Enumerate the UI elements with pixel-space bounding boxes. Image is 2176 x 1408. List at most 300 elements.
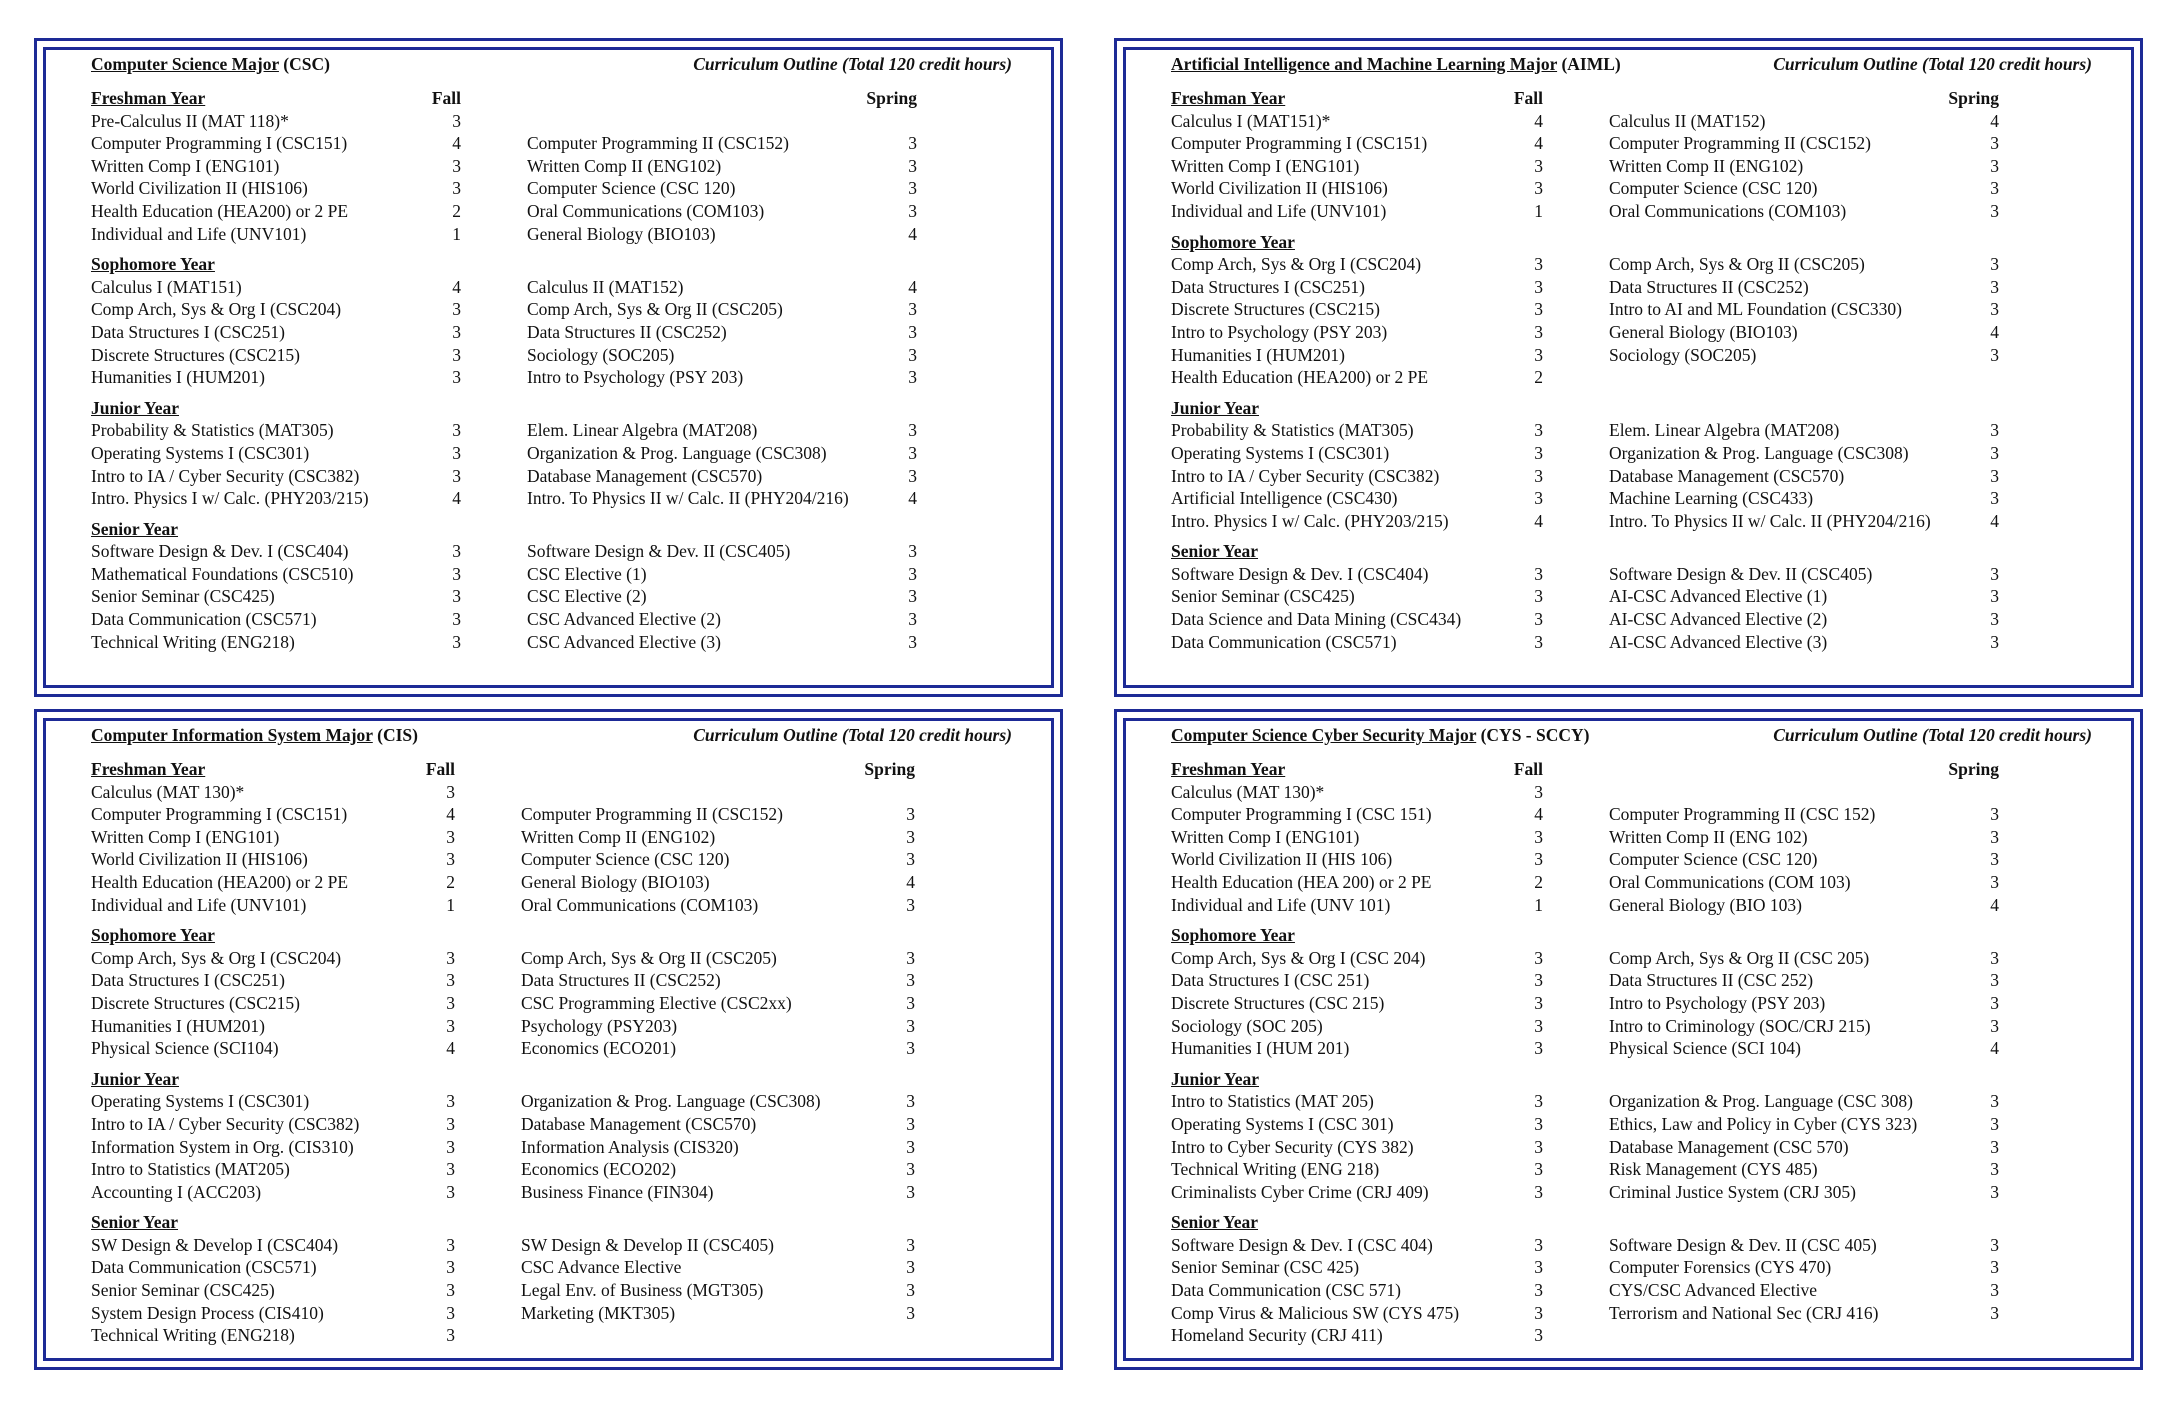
curriculum-outline-label: Curriculum Outline (Total 120 credit hours) [693, 725, 1012, 745]
spring-course: Terrorism and National Sec (CRJ 416) [1609, 1302, 1879, 1323]
course-row [1171, 1302, 2092, 1325]
fall-course: Written Comp I (ENG101) [1171, 826, 1360, 847]
spring-credits: 3 [1990, 1302, 1999, 1323]
course-row [91, 1302, 1012, 1325]
spring-credits: 3 [1990, 586, 1999, 607]
course-row [91, 1181, 1012, 1204]
course-row [91, 442, 1012, 465]
fall-course: Operating Systems I (CSC 301) [1171, 1113, 1394, 1134]
curriculum-outline-label: Curriculum Outline (Total 120 credit hours) [1773, 725, 2092, 745]
year-title: Senior Year [91, 1212, 179, 1233]
curriculum-outline-label: Curriculum Outline (Total 120 credit hours) [1773, 54, 2092, 74]
spring-credits: 3 [1990, 1257, 1999, 1278]
spring-credits: 3 [906, 992, 915, 1013]
spring-course: Data Structures II (CSC252) [1609, 276, 1809, 297]
spring-credits: 3 [906, 1181, 915, 1202]
fall-course: Computer Programming I (CSC151) [91, 804, 348, 825]
spring-course: General Biology (BIO103) [521, 871, 710, 892]
fall-course: Discrete Structures (CSC215) [91, 344, 300, 365]
fall-credits: 3 [452, 110, 461, 131]
curriculum-outline-label: Curriculum Outline (Total 120 credit hours) [693, 54, 1012, 74]
spring-course: Physical Science (SCI 104) [1609, 1038, 1801, 1059]
fall-course: Calculus (MAT 130)* [91, 781, 245, 802]
fall-course: Individual and Life (UNV101) [91, 223, 307, 244]
course-row [1171, 110, 2092, 133]
course-row [1171, 631, 2092, 654]
fall-course: Data Communication (CSC571) [91, 1257, 317, 1278]
spring-course: Software Design & Dev. II (CSC405) [1609, 563, 1873, 584]
fall-course: Individual and Life (UNV 101) [1171, 894, 1391, 915]
year-header-row [1171, 231, 2092, 254]
course-row [1171, 1158, 2092, 1181]
course-row [91, 487, 1012, 510]
spring-course: Organization & Prog. Language (CSC308) [521, 1091, 821, 1112]
spring-course: General Biology (BIO103) [527, 223, 716, 244]
fall-course: Discrete Structures (CSC215) [1171, 299, 1380, 320]
year-header-row [1171, 1068, 2092, 1091]
spring-credits: 4 [908, 223, 917, 244]
spring-course [1543, 781, 1979, 804]
spring-course: Psychology (PSY203) [521, 1015, 678, 1036]
course-row [1171, 947, 2092, 970]
fall-course: Senior Seminar (CSC 425) [1171, 1257, 1360, 1278]
year-title: Freshman Year [1171, 759, 1286, 779]
spring-credits: 3 [908, 367, 917, 388]
year-title: Sophomore Year [1171, 925, 1295, 946]
fall-course: Discrete Structures (CSC 215) [1171, 992, 1385, 1013]
year-header-row [91, 758, 1012, 781]
course-row [1171, 1037, 2092, 1060]
fall-course: Computer Programming I (CSC 151) [1171, 804, 1432, 825]
fall-course: Senior Seminar (CSC425) [1171, 586, 1355, 607]
course-row [1171, 894, 2092, 917]
spring-credits: 3 [908, 541, 917, 562]
fall-credits: 3 [452, 344, 461, 365]
spring-credits: 3 [1990, 1091, 1999, 1112]
spring-course: CSC Elective (1) [527, 563, 647, 584]
spring-course: Intro to Psychology (PSY 203) [1609, 992, 1826, 1013]
fall-credits: 3 [1534, 178, 1543, 199]
year-header-row [91, 924, 1012, 947]
course-row [91, 871, 1012, 894]
fall-credits: 3 [446, 781, 455, 802]
course-row [1171, 1181, 2092, 1204]
fall-course: Software Design & Dev. I (CSC404) [1171, 563, 1429, 584]
fall-credits: 3 [1534, 1302, 1543, 1323]
fall-course: Comp Arch, Sys & Org I (CSC 204) [1171, 947, 1426, 968]
spring-credits: 3 [1990, 631, 1999, 652]
spring-credits: 3 [1990, 563, 1999, 584]
fall-credits: 1 [1534, 894, 1543, 915]
spring-credits: 4 [1990, 1038, 1999, 1059]
fall-credits: 3 [452, 442, 461, 463]
spring-credits: 4 [1990, 321, 1999, 342]
fall-course: Accounting I (ACC203) [91, 1181, 262, 1202]
spring-credits: 3 [1990, 155, 1999, 176]
spacer [1543, 758, 1979, 781]
fall-course: Intro to Cyber Security (CYS 382) [1171, 1136, 1414, 1157]
fall-credits: 3 [452, 586, 461, 607]
fall-credits: 3 [1534, 781, 1543, 802]
course-row [1171, 848, 2092, 871]
fall-course: Data Communication (CSC 571) [1171, 1280, 1401, 1301]
fall-course: Written Comp I (ENG101) [91, 155, 280, 176]
course-row [91, 110, 1012, 133]
spring-label: Spring [866, 88, 917, 108]
fall-credits: 3 [446, 1280, 455, 1301]
fall-credits: 4 [1534, 510, 1543, 531]
fall-credits: 3 [1534, 1325, 1543, 1346]
spring-credits: 4 [908, 488, 917, 509]
fall-course: Health Education (HEA200) or 2 PE [1171, 367, 1429, 388]
spring-credits: 3 [1990, 488, 1999, 509]
course-row [1171, 1113, 2092, 1136]
fall-course: Data Structures I (CSC 251) [1171, 970, 1370, 991]
spring-credits: 3 [908, 178, 917, 199]
fall-credits: 3 [1534, 344, 1543, 365]
fall-course: Software Design & Dev. I (CSC 404) [1171, 1234, 1433, 1255]
fall-course: Written Comp I (ENG101) [91, 826, 280, 847]
course-row [1171, 442, 2092, 465]
course-row [91, 826, 1012, 849]
fall-label: Fall [431, 88, 461, 108]
fall-credits: 3 [1534, 992, 1543, 1013]
fall-course: World Civilization II (HIS106) [1171, 178, 1388, 199]
course-row [91, 540, 1012, 563]
year-header-row [91, 1068, 1012, 1091]
fall-course: Information System in Org. (CIS310) [91, 1136, 354, 1157]
spring-course [1543, 366, 1979, 389]
course-row [91, 200, 1012, 223]
year-gap [1171, 223, 2092, 231]
fall-credits: 3 [446, 1091, 455, 1112]
spring-credits: 3 [908, 420, 917, 441]
spring-course: Risk Management (CYS 485) [1609, 1159, 1818, 1180]
spring-credits: 3 [1990, 804, 1999, 825]
year-header-row [1171, 540, 2092, 563]
fall-course: Computer Programming I (CSC151) [91, 133, 348, 154]
course-row [1171, 1234, 2092, 1257]
spring-course: Computer Programming II (CSC152) [1609, 133, 1871, 154]
major-title [1171, 53, 1621, 77]
spring-credits: 3 [908, 321, 917, 342]
fall-course: Intro. Physics I w/ Calc. (PHY203/215) [1171, 510, 1449, 531]
spring-credits: 3 [1990, 178, 1999, 199]
spring-credits: 4 [906, 871, 915, 892]
major-title-name: Computer Science Cyber Security Major [1171, 725, 1477, 745]
fall-course: Health Education (HEA 200) or 2 PE [1171, 871, 1432, 892]
fall-credits: 3 [1534, 1015, 1543, 1036]
year-header-row [1171, 924, 2092, 947]
spring-course: Database Management (CSC570) [527, 465, 763, 486]
course-row [1171, 1256, 2092, 1279]
year-gap [91, 245, 1012, 253]
fall-credits: 1 [1534, 200, 1543, 221]
course-row [91, 155, 1012, 178]
fall-credits: 3 [446, 1159, 455, 1180]
fall-credits: 3 [446, 1234, 455, 1255]
fall-credits: 3 [1534, 970, 1543, 991]
course-row [91, 803, 1012, 826]
spring-credits: 3 [1990, 420, 1999, 441]
spring-credits: 3 [1990, 947, 1999, 968]
year-gap [91, 389, 1012, 397]
fall-course: Probability & Statistics (MAT305) [91, 420, 334, 441]
fall-course: Senior Seminar (CSC425) [91, 586, 275, 607]
fall-credits: 3 [1534, 1091, 1543, 1112]
fall-course: Intro. Physics I w/ Calc. (PHY203/215) [91, 488, 369, 509]
spring-credits [1979, 366, 1999, 389]
fall-course: Humanities I (HUM201) [91, 367, 266, 388]
fall-credits: 2 [452, 200, 461, 221]
panel-content [1171, 724, 2092, 1347]
major-title-code: (CIS) [372, 725, 418, 745]
fall-credits: 3 [452, 631, 461, 652]
fall-credits: 3 [446, 1181, 455, 1202]
curriculum-panel [1114, 38, 2143, 697]
fall-credits: 3 [1534, 299, 1543, 320]
course-row [91, 631, 1012, 654]
course-row [1171, 1279, 2092, 1302]
fall-credits: 3 [1534, 420, 1543, 441]
year-gap [91, 916, 1012, 924]
course-row [91, 585, 1012, 608]
spring-credits: 3 [908, 563, 917, 584]
spring-credits: 4 [908, 276, 917, 297]
course-row [91, 132, 1012, 155]
fall-course: Technical Writing (ENG218) [91, 631, 295, 652]
spring-course: Organization & Prog. Language (CSC308) [1609, 442, 1909, 463]
curriculum-panel [34, 38, 1063, 697]
major-title-code: (CSC) [278, 54, 330, 74]
fall-credits: 3 [1534, 254, 1543, 275]
fall-credits: 3 [452, 178, 461, 199]
spring-credits: 4 [1990, 110, 1999, 131]
spring-course [1543, 1324, 1979, 1347]
fall-course: Mathematical Foundations (CSC510) [91, 563, 354, 584]
spring-course: AI-CSC Advanced Elective (3) [1609, 631, 1828, 652]
major-title [91, 53, 330, 77]
spring-credits: 3 [1990, 1280, 1999, 1301]
fall-course: Intro to Statistics (MAT 205) [1171, 1091, 1374, 1112]
year-header-row [1171, 397, 2092, 420]
spring-course [461, 110, 887, 133]
course-row [1171, 1090, 2092, 1113]
course-row [91, 1256, 1012, 1279]
spring-course: Sociology (SOC205) [527, 344, 675, 365]
year-title: Freshman Year [1171, 88, 1286, 108]
fall-credits: 2 [1534, 367, 1543, 388]
spring-credits: 3 [1990, 849, 1999, 870]
fall-course: Intro to IA / Cyber Security (CSC382) [1171, 465, 1440, 486]
spring-course: Written Comp II (ENG102) [527, 155, 722, 176]
fall-credits: 3 [1534, 465, 1543, 486]
major-title-name: Computer Information System Major [91, 725, 373, 745]
course-row [91, 223, 1012, 246]
course-row [91, 848, 1012, 871]
fall-credits: 4 [1534, 110, 1543, 131]
spring-label: Spring [864, 759, 915, 779]
fall-credits: 4 [452, 488, 461, 509]
fall-credits: 3 [452, 465, 461, 486]
year-title: Sophomore Year [91, 925, 215, 946]
spring-course: Software Design & Dev. II (CSC405) [527, 541, 791, 562]
fall-credits: 3 [452, 563, 461, 584]
fall-credits: 3 [446, 1325, 455, 1346]
fall-credits: 3 [1534, 1181, 1543, 1202]
spring-course: Written Comp II (ENG 102) [1609, 826, 1808, 847]
panel-content [1171, 53, 2092, 653]
fall-course: Calculus I (MAT151)* [1171, 110, 1331, 131]
fall-course: Pre-Calculus II (MAT 118)* [91, 110, 289, 131]
spring-credits: 3 [908, 299, 917, 320]
fall-credits: 3 [1534, 609, 1543, 630]
spring-credits: 3 [908, 133, 917, 154]
fall-course: Artificial Intelligence (CSC430) [1171, 488, 1398, 509]
fall-course: Data Structures I (CSC251) [91, 321, 285, 342]
spring-course: CSC Advance Elective [521, 1257, 682, 1278]
fall-credits: 1 [446, 894, 455, 915]
spring-course: Intro. To Physics II w/ Calc. II (PHY204/216) [527, 488, 849, 509]
spring-credits: 3 [906, 1159, 915, 1180]
spring-course: Oral Communications (COM103) [1609, 200, 1847, 221]
fall-credits: 3 [1534, 1234, 1543, 1255]
course-row [91, 563, 1012, 586]
year-title: Junior Year [91, 397, 179, 418]
course-row [91, 1234, 1012, 1257]
spring-credits: 3 [908, 586, 917, 607]
spring-course: AI-CSC Advanced Elective (2) [1609, 609, 1828, 630]
course-row [1171, 344, 2092, 367]
fall-credits: 2 [1534, 871, 1543, 892]
fall-course: Comp Arch, Sys & Org I (CSC204) [91, 299, 342, 320]
spring-credits: 3 [908, 200, 917, 221]
spring-credits: 3 [908, 631, 917, 652]
spring-credits: 3 [908, 442, 917, 463]
fall-course: World Civilization II (HIS 106) [1171, 849, 1393, 870]
course-row [91, 321, 1012, 344]
spring-credits: 3 [1990, 826, 1999, 847]
fall-credits: 3 [446, 826, 455, 847]
fall-credits: 2 [446, 871, 455, 892]
spring-credits: 3 [1990, 609, 1999, 630]
year-header-row [91, 1211, 1012, 1234]
spring-course: Computer Science (CSC 120) [1609, 849, 1818, 870]
fall-course: Technical Writing (ENG 218) [1171, 1159, 1380, 1180]
fall-credits: 3 [446, 1302, 455, 1323]
fall-credits: 3 [446, 1136, 455, 1157]
fall-course: Data Science and Data Mining (CSC434) [1171, 609, 1462, 630]
course-row [91, 1037, 1012, 1060]
spring-credits: 4 [1990, 510, 1999, 531]
fall-course: Intro to IA / Cyber Security (CSC382) [91, 465, 360, 486]
spring-credits: 3 [906, 1136, 915, 1157]
panel-header [91, 724, 1012, 748]
course-row [91, 1113, 1012, 1136]
course-row [91, 419, 1012, 442]
spring-course: Computer Forensics (CYS 470) [1609, 1257, 1832, 1278]
year-title: Freshman Year [91, 88, 206, 108]
spring-credits: 3 [906, 804, 915, 825]
fall-course: Data Communication (CSC571) [1171, 631, 1397, 652]
spring-credits [1979, 1324, 1999, 1347]
fall-course: Operating Systems I (CSC301) [1171, 442, 1390, 463]
year-header-row [91, 518, 1012, 541]
major-title-name: Computer Science Major [91, 54, 279, 74]
fall-credits: 3 [1534, 488, 1543, 509]
course-row [91, 781, 1012, 804]
spacer [461, 87, 887, 110]
spring-credits: 3 [1990, 344, 1999, 365]
spring-course: Data Structures II (CSC 252) [1609, 970, 1814, 991]
spring-course: Business Finance (FIN304) [521, 1181, 714, 1202]
spring-course: Criminal Justice System (CRJ 305) [1609, 1181, 1856, 1202]
spring-course: CSC Advanced Elective (2) [527, 609, 721, 630]
course-row [91, 1324, 1012, 1347]
spring-credits: 3 [908, 609, 917, 630]
fall-credits: 3 [1534, 849, 1543, 870]
fall-credits: 3 [452, 420, 461, 441]
year-title: Junior Year [1171, 397, 1259, 418]
fall-credits: 3 [452, 321, 461, 342]
curriculum-panel [1114, 709, 2143, 1370]
fall-course: Written Comp I (ENG101) [1171, 155, 1360, 176]
fall-course: World Civilization II (HIS106) [91, 178, 308, 199]
spring-course: CSC Programming Elective (CSC2xx) [521, 992, 792, 1013]
course-row [1171, 585, 2092, 608]
spring-course: Computer Programming II (CSC152) [527, 133, 789, 154]
fall-course: Computer Programming I (CSC151) [1171, 133, 1428, 154]
course-row [1171, 781, 2092, 804]
year-title: Senior Year [1171, 1212, 1259, 1233]
spring-label: Spring [1948, 759, 1999, 779]
spring-label: Spring [1948, 88, 1999, 108]
course-row [1171, 200, 2092, 223]
panel-content [91, 53, 1012, 653]
fall-credits: 3 [446, 849, 455, 870]
fall-course: Software Design & Dev. I (CSC404) [91, 541, 349, 562]
fall-credits: 3 [1534, 442, 1543, 463]
course-row [1171, 487, 2092, 510]
spring-credits: 3 [1990, 871, 1999, 892]
fall-course: Calculus I (MAT151) [91, 276, 242, 297]
fall-credits: 3 [446, 1015, 455, 1036]
course-row [1171, 298, 2092, 321]
fall-credits: 3 [452, 541, 461, 562]
course-row [91, 1090, 1012, 1113]
spring-course: Computer Science (CSC 120) [527, 178, 736, 199]
fall-credits: 3 [446, 1257, 455, 1278]
fall-course: System Design Process (CIS410) [91, 1302, 324, 1323]
course-row [1171, 419, 2092, 442]
spring-course: Marketing (MKT305) [521, 1302, 676, 1323]
fall-course: Technical Writing (ENG218) [91, 1325, 295, 1346]
fall-course: Health Education (HEA200) or 2 PE [91, 871, 349, 892]
spring-credits [895, 1324, 915, 1347]
fall-course: World Civilization II (HIS106) [91, 849, 308, 870]
year-gap [1171, 389, 2092, 397]
spring-course: Comp Arch, Sys & Org II (CSC205) [527, 299, 783, 320]
spring-course: Comp Arch, Sys & Org II (CSC205) [521, 947, 777, 968]
fall-credits: 3 [446, 947, 455, 968]
course-row [91, 366, 1012, 389]
fall-credits: 3 [1534, 586, 1543, 607]
spacer [455, 758, 895, 781]
course-row [1171, 608, 2092, 631]
spring-course: Data Structures II (CSC252) [527, 321, 727, 342]
spring-course: Organization & Prog. Language (CSC308) [527, 442, 827, 463]
fall-course: Intro to Psychology (PSY 203) [1171, 321, 1388, 342]
